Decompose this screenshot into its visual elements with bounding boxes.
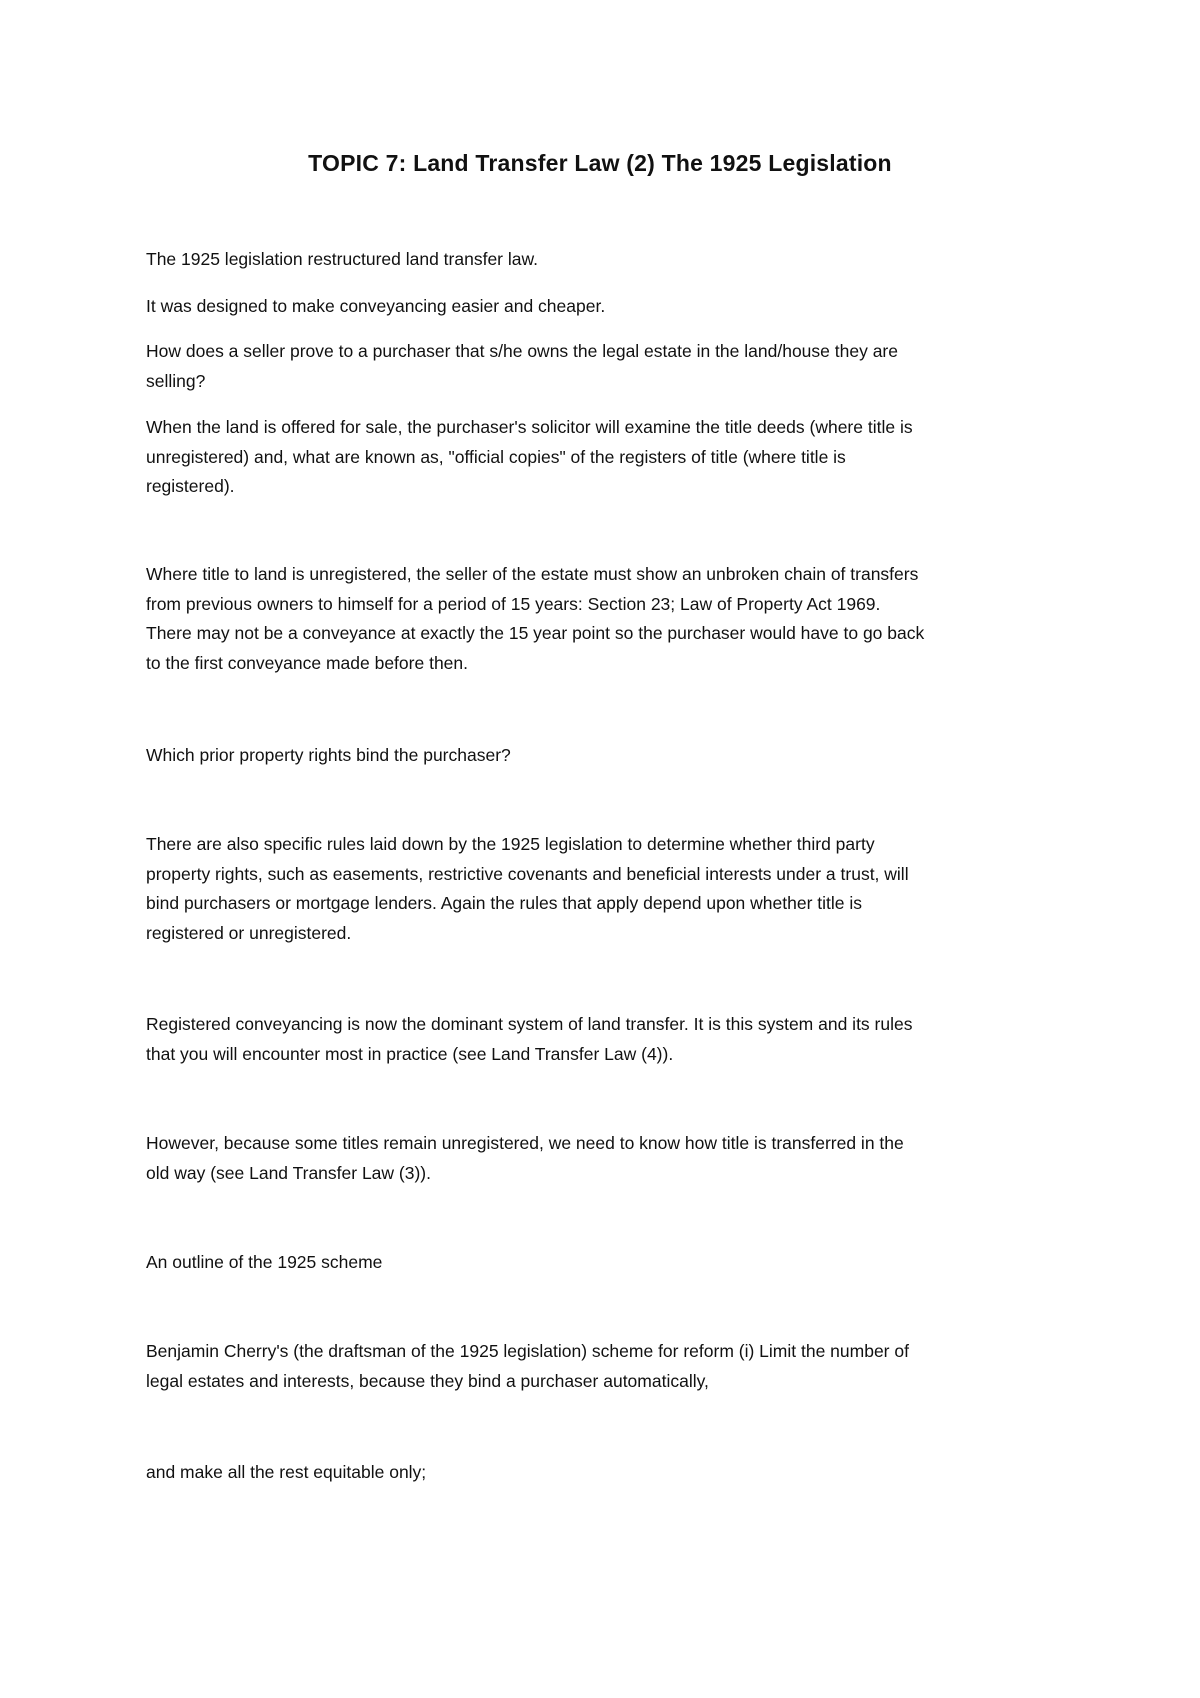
document-title: TOPIC 7: Land Transfer Law (2) The 1925 Legislation [308,150,892,176]
paragraph-cherry-scheme: Benjamin Cherry's (the draftsman of the 1925 legislation) scheme for reform (i) Limit the number of legal estates and interests, because they bind a purchaser automatically, [146,1341,909,1391]
paragraph-outline-heading: An outline of the 1925 scheme [146,1252,383,1272]
paragraph-purpose: It was designed to make conveyancing easier and cheaper. [146,296,606,316]
paragraph-unregistered-remain: However, because some titles remain unregistered, we need to know how title is transferred in the old way (see Land Transfer Law (3)). [146,1133,904,1183]
paragraph-specific-rules: There are also specific rules laid down by the 1925 legislation to determine whether third party property rights, such as easements, restrictive covenants and beneficial interests under a trust, will bind purchasers or mortgage lenders. Again the rules that apply depend upon whether title is registered or unregistered. [146,834,909,943]
paragraph-question-rights: Which prior property rights bind the purchaser? [146,745,511,765]
paragraph-unregistered-title: Where title to land is unregistered, the seller of the estate must show an unbroken chain of transfers from previous owners to himself for a period of 15 years: Section 23; Law of Property Act 1969. There may not be a conveyance at exactly the 15 year point so the purchaser would have to go back to the first conveyance made before then. [146,564,925,673]
paragraph-question-seller: How does a seller prove to a purchaser that s/he owns the legal estate in the land/house they are selling? [146,341,898,391]
paragraph-equitable-only: and make all the rest equitable only; [146,1462,427,1482]
paragraph-registered-conveyancing: Registered conveyancing is now the dominant system of land transfer. It is this system and its rules that you will encounter most in practice (see Land Transfer Law (4)). [146,1014,913,1064]
paragraph-title-deeds: When the land is offered for sale, the purchaser's solicitor will examine the title deeds (where title is unregistered) and, what are known as, "official copies" of the registers of title (where title is registered). [146,417,913,496]
paragraph-intro: The 1925 legislation restructured land transfer law. [146,249,539,269]
